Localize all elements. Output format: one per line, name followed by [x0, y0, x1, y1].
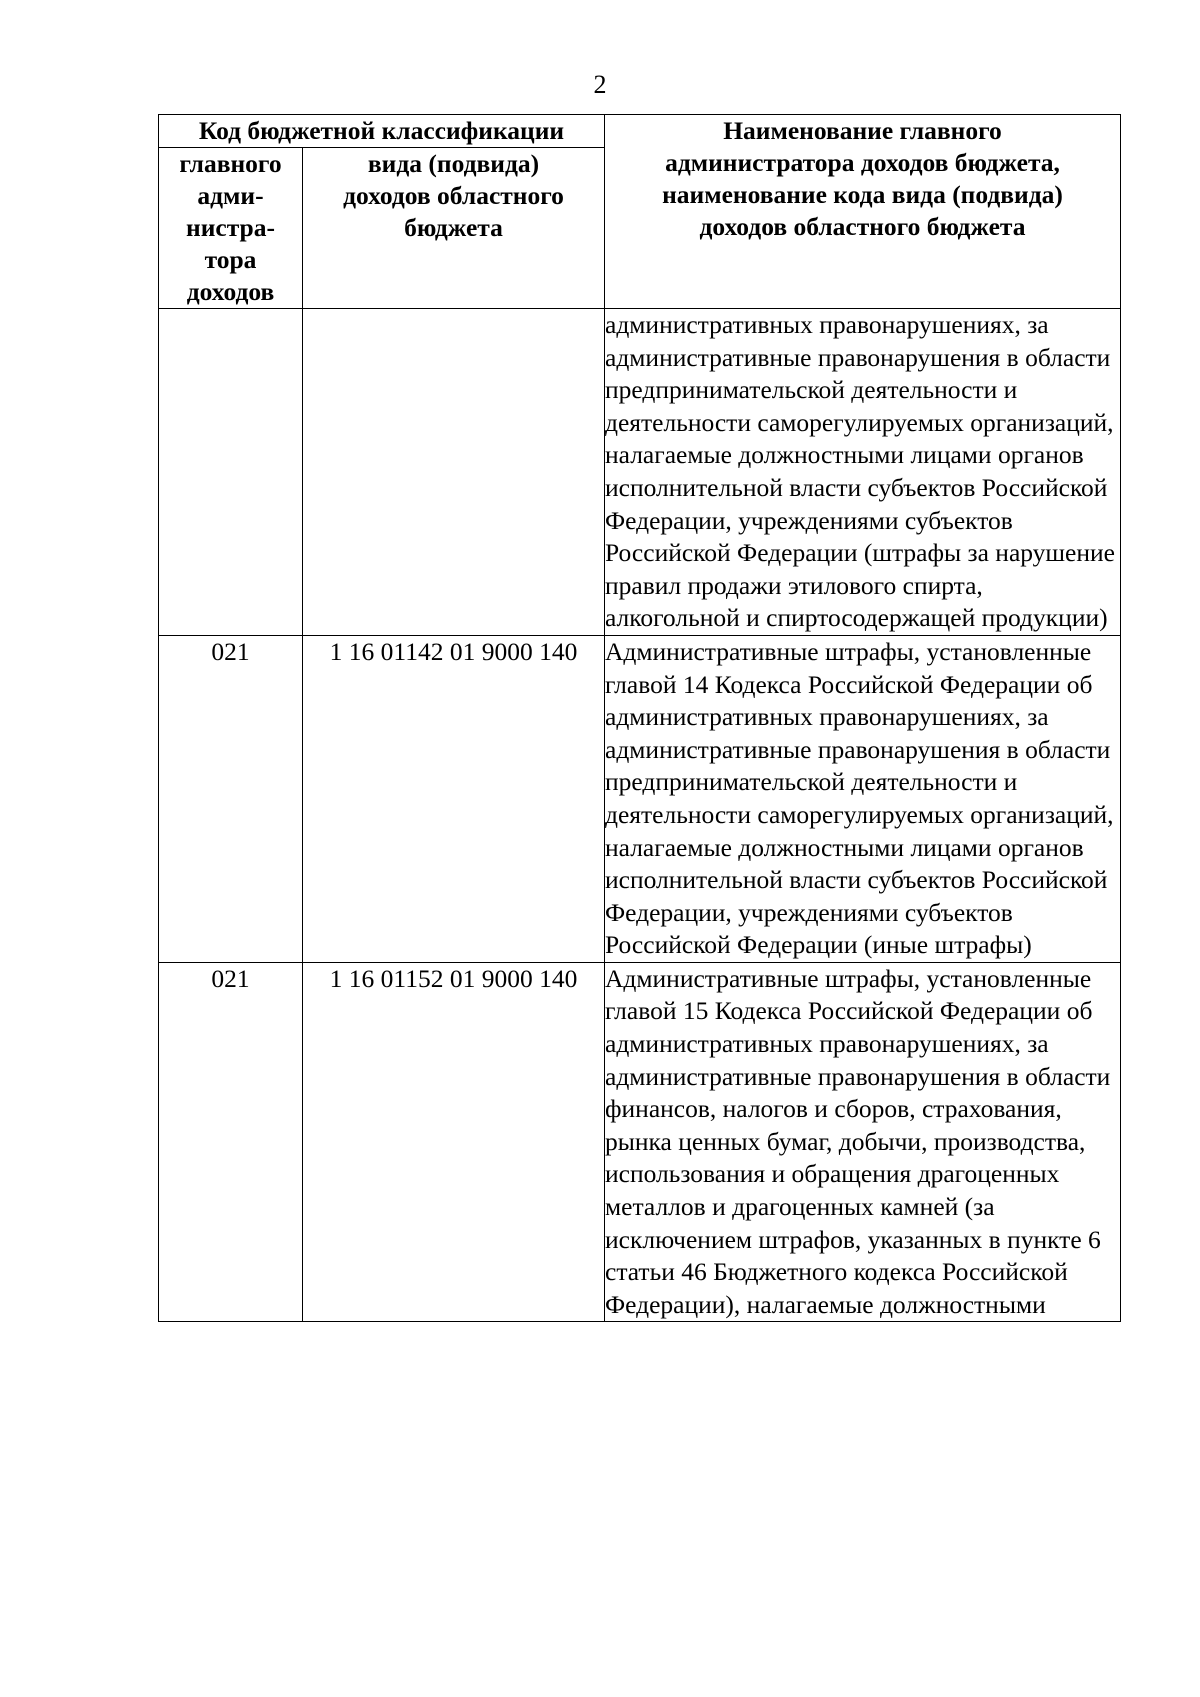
code-header-line: доходов областного [343, 181, 564, 210]
admin-header-line: адми- [197, 181, 264, 210]
header-row-group [159, 115, 1121, 148]
name-header-line: Наименование главного [723, 116, 1002, 145]
admin-code-cell [159, 309, 303, 636]
table-row [159, 635, 1121, 962]
code-header-line: бюджета [404, 213, 503, 242]
page-number: 2 [593, 70, 607, 99]
table-row [159, 309, 1121, 636]
table-row [159, 962, 1121, 1322]
revenue-code-cell [303, 309, 605, 636]
admin-column-header [159, 148, 303, 309]
code-header-line: вида (подвида) [367, 149, 540, 178]
admin-code-cell: 021 [159, 635, 303, 962]
admin-header-line: доходов [186, 277, 275, 306]
revenue-code-cell: 1 16 01152 01 9000 140 [303, 962, 605, 1322]
admin-header-line: тора [204, 245, 257, 274]
revenue-code-cell: 1 16 01142 01 9000 140 [303, 635, 605, 962]
revenue-name-cell: Административные штрафы, установленные главой 15 Кодекса Российской Федерации об административных правонарушениях, за административные правонарушения в области финансов, налогов и сборов, страхования, рынка ценных бумаг, добычи, производства, использования и обращения драгоценных металлов и драгоценных камней (за исключением штрафов, указанных в пункте 6 статьи 46 Бюджетного кодекса Российской Федерации), налагаемые должностными [605, 962, 1121, 1322]
revenue-name-cell: административных правонарушениях, за административные правонарушения в области предпринимательской деятельности и деятельности саморегулируемых организаций, налагаемые должностными лицами органов исполнительной власти субъектов Российской Федерации, учреждениями субъектов Российской Федерации (штрафы за нарушение правил продажи этилового спирта, алкогольной и спиртосодержащей продукции) [605, 309, 1121, 636]
code-column-header [303, 148, 605, 309]
revenue-name-cell: Административные штрафы, установленные главой 14 Кодекса Российской Федерации об административных правонарушениях, за административные правонарушения в области предпринимательской деятельности и деятельности саморегулируемых организаций, налагаемые должностными лицами органов исполнительной власти субъектов Российской Федерации, учреждениями субъектов Российской Федерации (иные штрафы) [605, 635, 1121, 962]
name-header-line: наименование кода вида (подвида) [662, 180, 1063, 209]
admin-header-line: нистра- [186, 213, 275, 242]
name-header-line: администратора доходов бюджета, [665, 148, 1060, 177]
budget-code-group-header: Код бюджетной классификации [159, 115, 605, 148]
admin-header-line: главного [179, 149, 282, 178]
name-header-line: доходов областного бюджета [699, 212, 1026, 241]
admin-code-cell: 021 [159, 962, 303, 1322]
budget-classification-table [158, 114, 1121, 1322]
name-column-header [605, 115, 1121, 309]
